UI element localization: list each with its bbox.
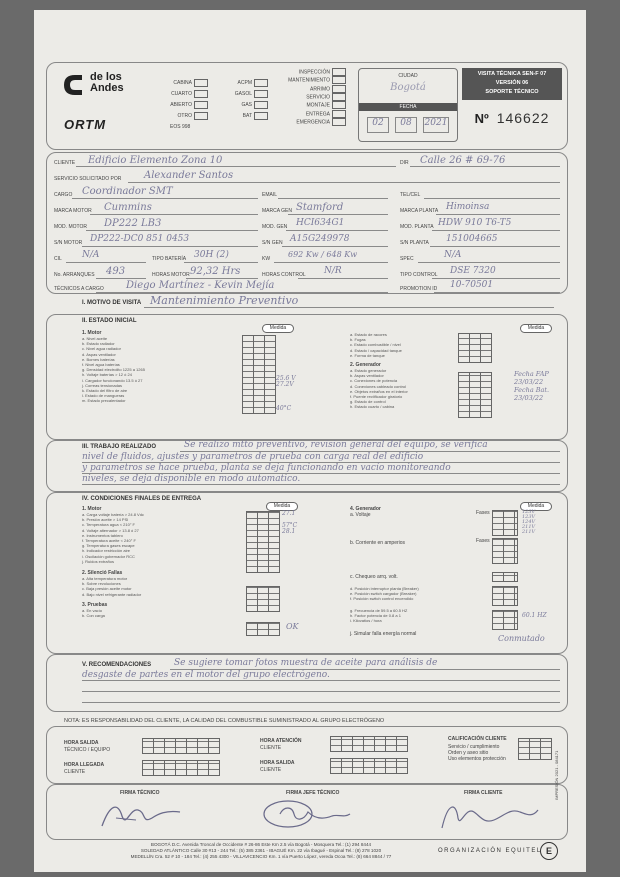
estado-motor-item: a. Nivel aceite: [82, 336, 108, 341]
form-sheet: [34, 10, 586, 872]
check-label-otro: OTRO: [177, 113, 192, 119]
kw-label: KW: [262, 256, 271, 262]
condiciones-senal-value[interactable]: Conmutado: [498, 634, 545, 643]
estado-motor-value[interactable]: 27.2V: [276, 381, 294, 389]
estado-medida-right: Medida: [520, 324, 552, 333]
condiciones-gen-voltaje: a. Voltaje: [350, 512, 371, 518]
condiciones-motor-item: g. Temperatura gases escape: [82, 543, 135, 549]
cargo-value[interactable]: Coordinador SMT: [82, 186, 173, 197]
dir-label: DIR: [400, 160, 409, 166]
estado-note[interactable]: Fecha FAP: [514, 370, 549, 378]
title-box: [462, 68, 562, 140]
service-label-arrimo: ARRIMO: [310, 85, 330, 92]
firma-jefe-label: FIRMA JEFE TÉCNICO: [286, 790, 340, 796]
small-code: EOS 998: [170, 124, 191, 130]
marca-motor-value[interactable]: Cummins: [104, 202, 152, 213]
condiciones-more-item: f. Posición switch control encendido: [350, 596, 414, 602]
estado-motor-item: f. Nivel agua baterías: [82, 362, 120, 368]
estado-right-item: e. Forma de tanque: [350, 352, 385, 358]
check-inspeccion[interactable]: [332, 68, 346, 76]
cil-label: CIL: [54, 256, 62, 262]
service-label-mantenimiento: MANTENIMIENTO: [288, 77, 330, 84]
form-title-3: SOPORTE TÉCNICO: [485, 89, 539, 95]
condiciones-frec-grid[interactable]: [492, 610, 518, 630]
marca-planta-value[interactable]: Himoinsa: [446, 202, 490, 212]
check-bat[interactable]: [254, 112, 268, 120]
marca-motor-label: MARCA MOTOR: [54, 208, 92, 214]
estado-motor-items: [82, 336, 145, 404]
trabajo-line-3[interactable]: y parametros se hace prueba, planta se deja funcionando en vacío monitoreando: [82, 463, 451, 473]
signature-cliente[interactable]: [434, 798, 544, 832]
sn-motor-label: S/N MOTOR: [54, 240, 83, 246]
calificacion-label: CALIFICACIÓN CLIENTE: [448, 736, 507, 742]
check-gas[interactable]: [254, 101, 268, 109]
condiciones-motor-list: [82, 506, 144, 618]
condiciones-pruebas-checkgrid[interactable]: [246, 622, 280, 636]
service-checks: [270, 68, 346, 126]
estado-gen-item: d. Conexiones cableado control: [350, 383, 407, 389]
gen-voltage-value[interactable]: 211V: [522, 529, 536, 535]
horas-motor-value[interactable]: 92,32 Hrs: [190, 266, 241, 277]
estado-gen-item: h. Estado cuarto / cabina: [350, 404, 395, 410]
sn-planta-label: S/N PLANTA: [400, 240, 429, 246]
condiciones-medida-right: Medida: [520, 502, 552, 511]
condiciones-gen-list: [350, 506, 419, 637]
check-arrimo[interactable]: [332, 85, 346, 93]
condiciones-pruebas-value[interactable]: OK: [286, 622, 299, 631]
title-bar: [462, 68, 562, 100]
condiciones-gen-voltage-values: [522, 510, 535, 535]
solicitado-label: SERVICIO SOLICITADO POR: [54, 176, 122, 182]
estado-right-item: b. Fugas: [350, 337, 366, 343]
condiciones-frecuencia: g. Frecuencia de 59.5 a 60.5 HZ: [350, 607, 408, 613]
check-emergencia[interactable]: [332, 118, 346, 126]
condiciones-corriente: b. Corriente en amperios: [350, 540, 406, 546]
condiciones-motor-item: h. Indicador restricción aire: [82, 548, 131, 554]
check-cuarto[interactable]: [194, 90, 208, 98]
condiciones-prueba-item: b. Con carga: [82, 613, 105, 619]
fecha-year[interactable]: 2021: [423, 117, 449, 133]
condiciones-medida-left: Medida: [266, 502, 298, 511]
hora-atencion-cliente: CLIENTE: [260, 745, 282, 751]
tipo-control-value[interactable]: DSE 7320: [450, 266, 496, 276]
cliente-value[interactable]: Edificio Elemento Zona 10: [88, 155, 223, 166]
brand-sub-logo: ORTM: [64, 117, 107, 132]
estado-notes: [514, 370, 549, 402]
ciudad-label: CIUDAD: [398, 73, 418, 79]
condiciones-voltaje-grid[interactable]: [492, 510, 518, 536]
estado-motor-item: d. Aspas ventilador: [82, 351, 116, 357]
estado-motor-item: l. Estado de mangueras: [82, 393, 125, 399]
gen-voltage-value[interactable]: 123V: [522, 514, 536, 520]
horas-control-label: HORAS CONTROL: [262, 272, 306, 278]
hora-llegada-label: HORA LLEGADA: [64, 762, 105, 768]
checks-left: [152, 78, 208, 122]
estado-motor-item: h. Voltaje baterías > 12 ó 24: [82, 372, 132, 378]
fecha-bar: [359, 103, 457, 111]
estado-motor-item: e. Bornes baterías: [82, 356, 115, 362]
estado-right-item: c. Estado combustible / nivel: [350, 342, 401, 348]
ciudad-value[interactable]: Bogotá: [390, 82, 426, 93]
mod-gen-value[interactable]: HCI634G1: [296, 218, 345, 228]
estado-motor-value[interactable]: 25.6 V: [276, 375, 296, 383]
estado-right-item: d. Estado / capacidad tanque: [350, 347, 402, 353]
marca-gen-value[interactable]: Stamford: [296, 202, 344, 213]
sn-gen-label: S/N GEN: [262, 240, 283, 246]
address-block: [66, 842, 456, 860]
check-servicio[interactable]: [332, 93, 346, 101]
gen-voltage-value[interactable]: 211V: [522, 524, 536, 530]
condiciones-cheques: c. Chequeo arrq. volt.: [350, 574, 398, 580]
firma-cliente-label: FIRMA CLIENTE: [464, 790, 503, 796]
estado-gen-item: c. Conexiones de potencia: [350, 378, 398, 384]
condiciones-motor-item: d. Voltaje alternador > 13.8 ó 27: [82, 527, 139, 533]
hora-llegada-grid[interactable]: [142, 760, 220, 776]
estado-note[interactable]: Fecha Bat.: [514, 386, 550, 394]
mod-planta-value[interactable]: HDW 910 T6-T5: [438, 218, 512, 228]
check-label-cabina: CABINA: [173, 80, 192, 86]
trabajo-line-4[interactable]: niveles, se deja disponible en modo automatico.: [82, 474, 301, 484]
estado-gen-item: b. Aspas ventilador: [350, 373, 384, 379]
form-number-row: [462, 110, 562, 126]
trabajo-line-2[interactable]: nivel de fluidos, ajustes y parametros de prueba con carga real del edificio: [82, 452, 424, 462]
bateria-value[interactable]: 30H (2): [194, 250, 229, 260]
recomendaciones-line-1[interactable]: Se sugiere tomar fotos muestra de aceite para análisis de: [174, 658, 438, 668]
estado-gen-item: e. Objetos extraños en el interior: [350, 388, 408, 394]
estado-motor-item: k. Estado del filtro de aire: [82, 388, 128, 394]
check-abierto[interactable]: [194, 101, 208, 109]
estado-combustible-list: [350, 332, 408, 410]
condiciones-motor-value[interactable]: 27.1: [282, 510, 296, 517]
estado-motor-item: j. Correas tensionadas: [82, 382, 123, 388]
hora-atencion-grid[interactable]: [330, 736, 408, 752]
check-mantenimiento[interactable]: [332, 76, 346, 84]
horas-control-value[interactable]: N/R: [324, 266, 342, 276]
condiciones-frec-value[interactable]: 60.1 HZ: [522, 612, 547, 619]
estado-gen-title: 2. Generador: [350, 362, 381, 369]
equitel-logo-icon: E: [540, 842, 558, 860]
condiciones-motor-item: f. Temperatura aceite < 240° F: [82, 538, 136, 544]
check-label-abierto: ABIERTO: [170, 102, 192, 108]
cliente-label: CLIENTE: [54, 160, 76, 166]
arranques-label: No. ARRANQUES: [54, 272, 95, 278]
service-label-inspeccion: INSPECCIÓN: [298, 69, 330, 76]
service-label-entrega: ENTREGA: [305, 110, 330, 117]
hora-salida-label: HORA SALIDA: [64, 740, 99, 746]
mod-gen-label: MOD. GEN: [262, 224, 288, 230]
estado-note[interactable]: 23/03/22: [514, 394, 544, 402]
fases-label-2: Fases: [476, 538, 490, 544]
hora-salida2-cliente: CLIENTE: [260, 767, 282, 773]
condiciones-more-item: e. Posición switch cargador (Breaker): [350, 591, 417, 597]
org-name: ORGANIZACIÓN EQUITEL: [438, 848, 542, 854]
condiciones-factor: h. Factor potencia de 0.8 a 1: [350, 612, 401, 618]
condiciones-falla-item: d. Bajo nivel refrigerante radiador: [82, 591, 142, 597]
condiciones-falla-item: a. Alta temperatura motor: [82, 576, 128, 582]
service-label-montaje: MONTAJE: [306, 102, 330, 109]
estado-label: II. ESTADO INICIAL: [82, 318, 137, 324]
condiciones-falla-item: c. Baja presión aceite motor: [82, 586, 132, 592]
check-otro[interactable]: [194, 112, 208, 120]
gen-voltage-value[interactable]: 123V: [522, 509, 536, 515]
signature-jefe[interactable]: [258, 798, 358, 832]
service-label-servicio: SERVICIO: [306, 94, 330, 101]
condiciones-fallas-title: 2. Silenció Fallas: [82, 570, 123, 577]
hora-salida2-grid[interactable]: [330, 758, 408, 774]
condiciones-motor-item: b. Presión aceite > 14 PSI: [82, 517, 129, 523]
condiciones-fallas-checkgrid[interactable]: [246, 586, 280, 612]
condiciones-falla-item: b. Sobre revoluciones: [82, 581, 121, 587]
fecha-month[interactable]: 08: [395, 117, 417, 133]
condiciones-prueba-item: a. En vacío: [82, 607, 103, 613]
condiciones-motor-value[interactable]: [282, 565, 322, 571]
check-entrega[interactable]: [332, 110, 346, 118]
motivo-label: I. MOTIVO DE VISITA: [82, 300, 142, 306]
check-label-cuarto: CUARTO: [171, 91, 192, 97]
calificacion-items: [448, 744, 506, 762]
calificacion-item: Servicio / cumplimiento: [448, 744, 500, 750]
check-montaje[interactable]: [332, 101, 346, 109]
mod-motor-label: MOD. MOTOR: [54, 224, 87, 230]
dir-value[interactable]: Calle 26 # 69-76: [420, 155, 506, 166]
estado-motor-values: [276, 335, 316, 412]
telcel-label: TEL/CEL: [400, 192, 421, 198]
spec-value[interactable]: N/A: [444, 250, 462, 260]
city-date-box: [358, 68, 458, 142]
estado-gen-item: f. Puente rectificador giratorio: [350, 394, 403, 400]
gen-voltage-value[interactable]: 124V: [522, 519, 536, 525]
check-label-acpm: ACPM: [237, 80, 252, 86]
hora-salida-grid[interactable]: [142, 738, 220, 754]
estado-medida-left: Medida: [262, 324, 294, 333]
condiciones-motor-values: [282, 511, 322, 571]
estado-motor-list: [82, 330, 145, 404]
check-label-bat: BAT: [242, 113, 252, 119]
fecha-day[interactable]: 02: [367, 117, 389, 133]
motivo-value[interactable]: Mantenimiento Preventivo: [150, 294, 299, 307]
estado-gen-checkgrid[interactable]: [458, 372, 492, 418]
condiciones-motor-item: e. Instrumentos tablero: [82, 532, 123, 538]
recomendaciones-label: V. RECOMENDACIONES: [82, 662, 152, 668]
form-number: 146622: [496, 110, 550, 126]
arranques-value[interactable]: 493: [106, 266, 126, 277]
estado-motor-item: b. Estado radiador: [82, 341, 115, 347]
check-acpm[interactable]: [254, 79, 268, 87]
condiciones-motor-item: i. Oscilación gobernador RCC: [82, 553, 135, 559]
estado-motor-title: 1. Motor: [82, 330, 102, 336]
fecha-label: FECHA: [399, 104, 417, 110]
estado-motor-item: c. Nivel agua radiador: [82, 346, 121, 352]
condiciones-kw: i. Kilovatios / hora: [350, 618, 382, 624]
estado-motor-checkgrid[interactable]: [242, 335, 276, 414]
tecnicos-label: TÉCNICOS A CARGO: [54, 286, 104, 292]
marca-gen-label: MARCA GEN: [262, 208, 293, 214]
check-cabina[interactable]: [194, 79, 208, 87]
promotion-value[interactable]: 10-70501: [450, 280, 494, 290]
trabajo-line-1[interactable]: Se realizo mtto preventivo, revision general del equipo, se verifica: [184, 440, 488, 450]
estado-combustible-checkgrid[interactable]: [458, 333, 492, 363]
condiciones-cheques-grid[interactable]: [492, 572, 518, 582]
trabajo-label: III. TRABAJO REALIZADO: [82, 444, 157, 450]
checks-mid: [220, 78, 268, 122]
tecnico-equipo-label: TÉCNICO / EQUIPO: [64, 747, 111, 753]
hora-salida2-label: HORA SALIDA: [260, 760, 295, 766]
estado-motor-item: m. Estado precalentador: [82, 398, 126, 404]
marca-planta-label: MARCA PLANTA: [400, 208, 439, 214]
estado-motor-item: i. Cargador funcionando 13.5 ó 27: [82, 377, 143, 383]
condiciones-motor-title: 1. Motor: [82, 506, 102, 512]
spec-label: SPEC: [400, 256, 414, 262]
calificacion-item: Orden y aseo sitio: [448, 750, 489, 756]
condiciones-label: IV. CONDICIONES FINALES DE ENTREGA: [82, 496, 202, 502]
condiciones-pruebas-title: 3. Pruebas: [82, 601, 108, 608]
solicitado-value[interactable]: Alexander Santos: [144, 170, 234, 181]
bateria-label: TIPO BATERÍA: [152, 256, 187, 262]
form-number-label: Nº: [474, 111, 489, 126]
check-label-gas: GAS: [241, 102, 252, 108]
firma-tecnico-label: FIRMA TÉCNICO: [120, 790, 160, 796]
estado-motor-item: g. Densidad electrolito 1225 a 1265: [82, 367, 145, 373]
side-code: IMPRESIÓN 2021 - 084171: [554, 750, 559, 800]
hora-atencion-label: HORA ATENCIÓN: [260, 738, 302, 744]
brand-line1: de los: [90, 71, 122, 83]
estado-gen-item: g. Estado de control: [350, 399, 386, 405]
cargo-label: CARGO: [54, 192, 73, 198]
estado-note[interactable]: 23/03/22: [514, 378, 544, 386]
cil-value[interactable]: N/A: [82, 250, 100, 260]
sn-planta-value[interactable]: 151004665: [446, 234, 498, 244]
brand-line2: Andes: [90, 82, 124, 94]
fases-label-1: Fases: [476, 510, 490, 516]
mod-planta-label: MOD. PLANTA: [400, 224, 434, 230]
address-line: MEDELLÍN Cra. 52 # 10 - 184 Tel.: (4) 255 4300 - VILLAVICENCIO Km. 1 vía Puerto López, vereda Ocoa Tel.: (8) 664 8844 / 77: [130, 854, 392, 859]
address-line: SOLEDAD ATLÁNTICO Calle 30 #13 - 244 Tel.: (5) 385 2361 - IBAGUÉ Km. 22 vía Ibagué - Espinal Tel.: (8) 278 1020: [140, 848, 382, 853]
condiciones-motor-value[interactable]: 57°C: [282, 522, 298, 529]
address-line: BOGOTÁ D.C. Avenida Troncal de Occidente # 26-86 Este Km 2.5 vía Bogotá - Mosquera Tel.: (1) 294 8444: [150, 842, 372, 847]
promotion-label: PROMOTION ID: [400, 286, 438, 292]
email-label: EMAIL: [262, 192, 278, 198]
condiciones-motor-item: a. Carga voltaje batería > 24.8 Vdc: [82, 512, 144, 517]
sn-motor-value[interactable]: DP222-DC0 851 0453: [90, 234, 190, 244]
condiciones-corriente-grid[interactable]: [492, 538, 518, 564]
form-title-2: VERSIÓN 06: [495, 80, 529, 86]
estado-right-item: a. Estado de racores: [350, 332, 387, 337]
estado-motor-value[interactable]: 40°C: [276, 404, 292, 412]
check-label-gasol: GASOL: [234, 91, 252, 97]
condiciones-motor-checkgrid[interactable]: [246, 511, 280, 573]
fecha-boxes: [367, 117, 449, 133]
check-gasol[interactable]: [254, 90, 268, 98]
horas-motor-label: HORAS MOTOR: [152, 272, 190, 278]
service-label-emergencia: EMERGENCIA: [296, 119, 330, 126]
condiciones-more-item: d. Posición interruptor planta (Breaker): [350, 586, 419, 591]
nota: NOTA: ES RESPONSABILIDAD DEL CLIENTE, LA CALIDAD DEL COMBUSTIBLE SUMINISTRADO AL GRUPO ELECTRÓGENO: [64, 718, 385, 724]
cummins-logo: [60, 72, 86, 98]
mod-motor-value[interactable]: DP222 LB3: [104, 218, 162, 229]
condiciones-senal: j. Simular falla energía normal: [350, 631, 417, 638]
condiciones-more-grid[interactable]: [492, 586, 518, 606]
signature-tecnico[interactable]: [96, 798, 186, 832]
calificacion-item: Uso elementos protección: [448, 756, 506, 762]
tecnicos-value[interactable]: Diego Martínez - Kevin Mejía: [126, 280, 275, 291]
condiciones-motor-item: j. Ruidos extraños: [82, 558, 115, 564]
form-title-1: VISITA TÉCNICA SEN-F 07: [477, 71, 547, 77]
kw-value[interactable]: 692 Kw / 648 Kw: [288, 250, 358, 259]
condiciones-motor-item: c. Temperatura agua < 210° F: [82, 522, 136, 528]
condiciones-gen-title: 4. Generador: [350, 506, 381, 512]
calificacion-grid[interactable]: [518, 738, 552, 760]
cliente-label-footer: CLIENTE: [64, 769, 86, 775]
condiciones-motor-value[interactable]: 28.1: [282, 528, 296, 535]
estado-gen-item: a. Estado generador: [350, 368, 387, 374]
sn-gen-value[interactable]: A15G249978: [290, 234, 350, 244]
recomendaciones-line-2[interactable]: desgaste de partes en el motor del grupo electrógeno.: [82, 670, 330, 680]
tipo-control-label: TIPO CONTROL: [400, 272, 438, 278]
